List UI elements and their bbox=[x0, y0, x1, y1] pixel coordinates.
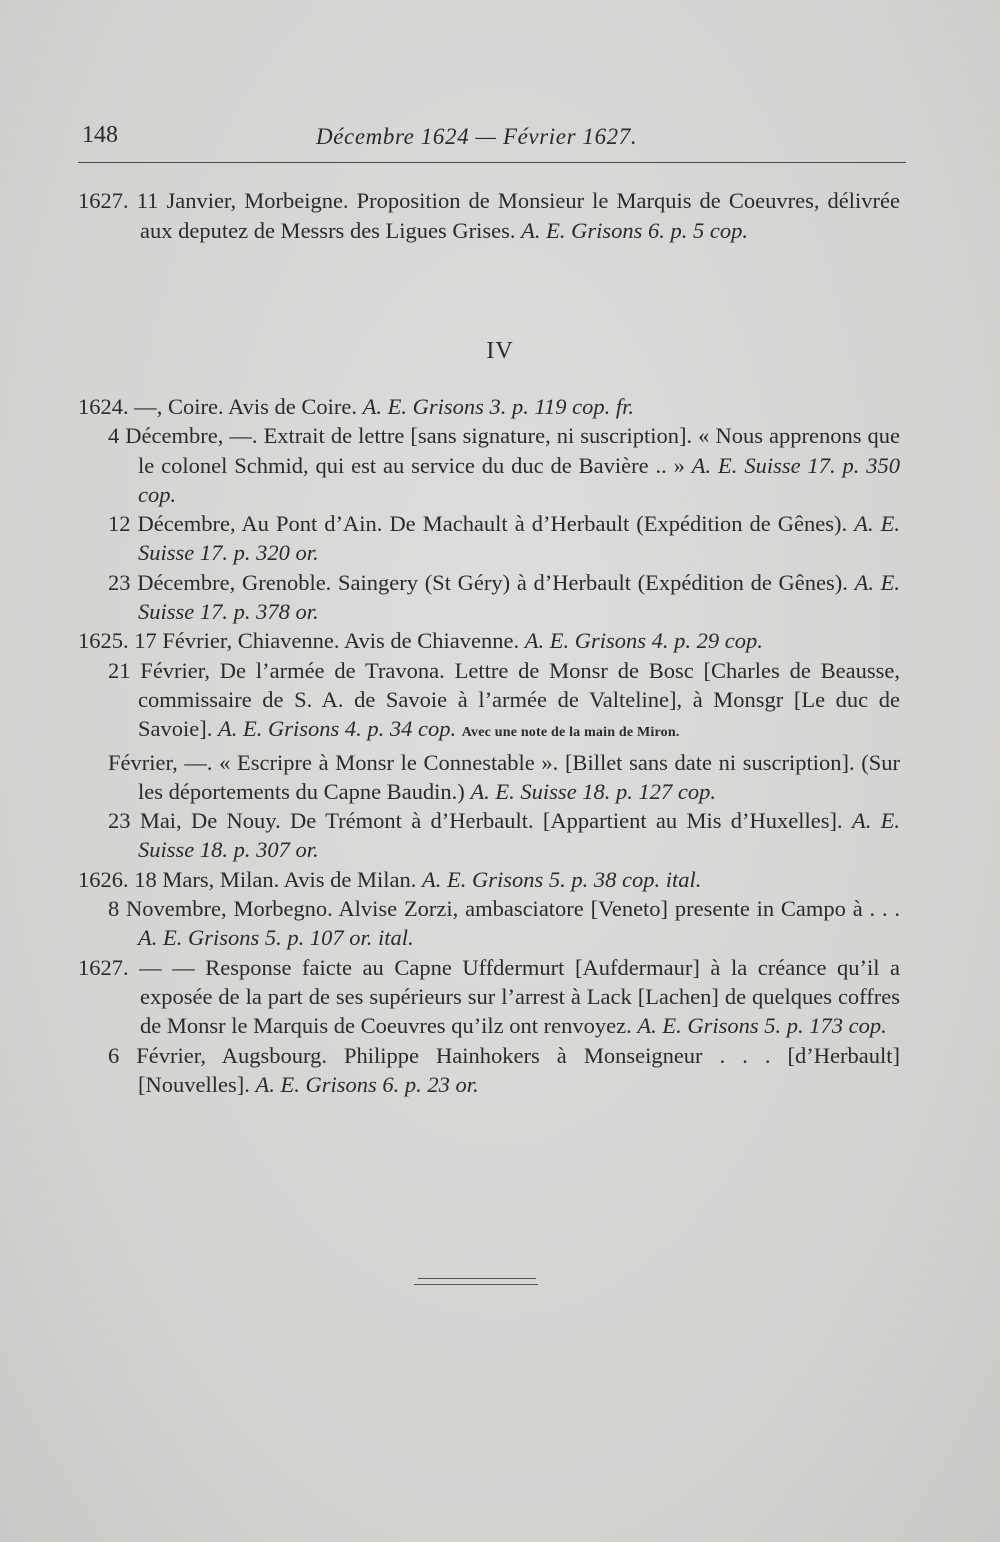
entry-ref: A. E. Grisons 4. p. 34 cop. bbox=[217, 716, 457, 742]
entry-ref: A. E. Suisse 17. p. 320 or. bbox=[138, 511, 900, 566]
running-title: Décembre 1624 — Février 1627. bbox=[316, 124, 638, 149]
entry-1624-coire bbox=[78, 392, 900, 421]
entry-date: 1626. 18 Mars, Milan. bbox=[78, 866, 280, 892]
entry-ref: A. E. Grisons 3. p. 119 cop. fr. bbox=[362, 394, 635, 419]
entry-1625-chiavenne bbox=[78, 626, 900, 655]
end-rule-bottom bbox=[414, 1284, 538, 1285]
intro-entries bbox=[78, 186, 900, 245]
entry-date: 4 Décembre, —. bbox=[108, 423, 258, 449]
entry-ref: A. E. Grisons 6. p. 23 or. bbox=[255, 1071, 479, 1097]
section-entries bbox=[78, 392, 900, 1099]
page-header bbox=[78, 122, 908, 162]
entry-text: De Machault à d’Herbault (Expédition de Gênes). bbox=[389, 511, 848, 537]
entry-date: 1627. — — bbox=[78, 954, 195, 980]
entry-ref: A. E. Grisons 5. p. 38 cop. ital. bbox=[421, 866, 702, 892]
entry-ref: A. E. Suisse 17. p. 350 cop. bbox=[138, 452, 900, 507]
entry-text: Lettre de Monsr de Bosc [Charles de Beausse, commissaire de S. A. de Savoie à l’armée de Valteline], à Monsgr [Le duc de Savoie]. bbox=[138, 657, 900, 742]
entry-text: Saingery (St Géry) à d’Herbault (Expédition de Gênes). bbox=[338, 569, 848, 595]
entry-21-fevrier bbox=[78, 656, 900, 748]
entry-text: Avis de Chiavenne. bbox=[343, 628, 520, 654]
entry-4-decembre bbox=[78, 421, 900, 509]
entry-date: 6 Février, Augsbourg. bbox=[108, 1042, 327, 1068]
page-number: 148 bbox=[82, 122, 118, 148]
entry-text: Proposition de Monsieur le Marquis de Coeuvres, délivrée aux deputez de Messrs des Ligues Grises. bbox=[140, 188, 900, 243]
entry-1627-response bbox=[78, 953, 900, 1041]
entry-date: 23 Décembre, Grenoble. bbox=[108, 569, 332, 595]
entry-text: Avis de Milan. bbox=[283, 866, 417, 892]
entry-date: 1627. 11 Janvier, Morbeigne. bbox=[78, 188, 349, 213]
entry-ref: A. E. Grisons 6. p. 5 cop. bbox=[521, 217, 749, 243]
entry-ref: A. E. Suisse 18. p. 307 or. bbox=[138, 808, 901, 863]
entry-date: Février, —. bbox=[108, 749, 213, 775]
entry-date: 8 Novembre, Morbegno. bbox=[108, 896, 333, 922]
entry-text: Avis de Coire. bbox=[228, 394, 357, 419]
entry-intro bbox=[78, 186, 900, 245]
entry-12-decembre bbox=[78, 509, 900, 568]
entry-date: 12 Décembre, Au Pont d’Ain. bbox=[108, 511, 383, 537]
entry-text: Alvise Zorzi, ambasciatore [Veneto] presente in Campo à . . . bbox=[338, 896, 901, 922]
entry-text: « Escripre à Monsr le Connestable ». [Billet sans date ni suscription]. (Sur les déportements du Capne Baudin.) bbox=[138, 749, 900, 804]
end-rule-top bbox=[418, 1278, 536, 1279]
entry-date: 1625. 17 Février, Chiavenne. bbox=[78, 628, 340, 654]
entry-8-novembre bbox=[78, 894, 900, 953]
entry-note: Avec une note de la main de Miron. bbox=[461, 725, 680, 741]
entry-ref: A. E. Suisse 18. p. 127 cop. bbox=[470, 778, 717, 804]
entry-text: Extrait de lettre [sans signature, ni suscription]. « Nous apprenons que le colonel Schmid, qui est au service du duc de Bavière .. » bbox=[138, 423, 901, 478]
entry-ref: A. E. Suisse 17. p. 378 or. bbox=[138, 569, 901, 625]
entry-ref: A. E. Grisons 5. p. 173 cop. bbox=[637, 1013, 887, 1039]
entry-6-fevrier bbox=[78, 1041, 900, 1100]
entry-ref: A. E. Grisons 5. p. 107 or. ital. bbox=[138, 925, 414, 951]
entry-text: De Trémont à d’Herbault. [Appartient au Mis d’Huxelles]. bbox=[290, 808, 843, 834]
section-heading: IV bbox=[486, 338, 514, 364]
entry-ref: A. E. Grisons 4. p. 29 cop. bbox=[524, 628, 763, 654]
entry-date: 23 Mai, De Nouy. bbox=[108, 808, 281, 834]
entry-23-decembre bbox=[78, 568, 900, 627]
entry-text: Response faicte au Capne Uffdermurt [Aufdermaur] à la créance qu’il a exposée de la part de ses supérieurs sur l’arrest à Lack [Lachen] de quelques coffres de Monsr le Marquis de Coeuvres qu’ilz ont renvoyez. bbox=[140, 954, 900, 1039]
entry-fevrier bbox=[78, 748, 900, 807]
entry-text: Philippe Hainhokers à Monseigneur . . . [d’Herbault] [Nouvelles]. bbox=[138, 1042, 900, 1097]
entry-date: 21 Février, De l’armée de Travona. bbox=[108, 657, 445, 683]
entry-1626-milan bbox=[78, 865, 900, 894]
entry-23-mai bbox=[78, 806, 900, 865]
entry-date: 1624. —, Coire. bbox=[78, 394, 224, 419]
header-rule bbox=[78, 162, 906, 163]
